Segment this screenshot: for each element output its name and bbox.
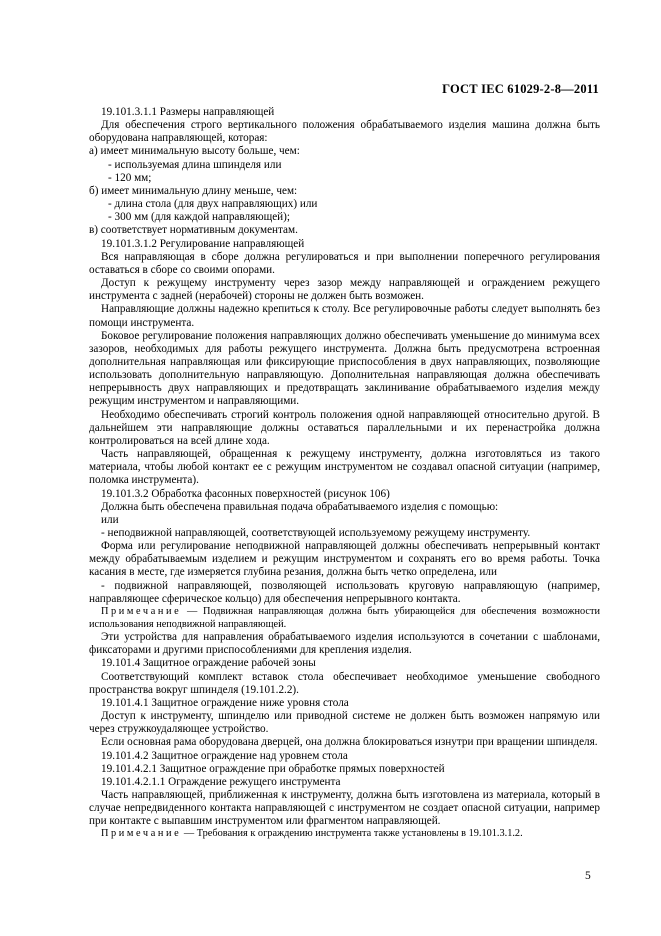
page-number: 5 [585,870,591,882]
section-heading: 19.101.3.2 Обработка фасонных поверхностей (рисунок 106) [101,487,390,500]
paragraph: Форма или регулирование неподвижной направляющей должны обеспечивать непрерывный контакт между обрабатываемым изделием и режущим инструментом и сохранять его во время работы. Точка касания в месте, где измеряется глубина резания, должна быть четко определена, или [89,540,600,579]
paragraph: Часть направляющей, приближенная к инструменту, должна быть изготовлена из материала, который в случае непредвиденного контакта направляющей с инструментом не создает опасной ситуации, например при контакте с выпавшим инструментом или фрагментом направляющей. [89,789,600,828]
list-item: б) имеет минимальную длину меньше, чем: [89,184,298,197]
document-header: ГОСТ IEC 61029-2-8—2011 [442,82,599,96]
list-item: в) соответствует нормативным документам. [89,224,298,237]
note-text: — Требования к ограждению инструмента также установлены в 19.101.3.1.2. [181,828,523,840]
paragraph: Соответствующий комплект вставок стола обеспечивает необходимое уменьшение свободного пространства вокруг шпинделя (19.101.2.2). [89,670,600,696]
paragraph: Направляющие должны надежно крепиться к столу. Все регулировочные работы следует выполнять без помощи инструмента. [89,303,600,329]
paragraph: Боковое регулирование положения направляющих должно обеспечивать уменьшение до минимума всех зазоров, необходимых для работы режущего инструмента. Должна быть предусмотрена встроенная дополнительная направляющая или фиксирующие приспособления в двух направляющих, позволяющие использовать дополнительную направляющую. Дополнительная направляющая должна обеспечивать непрерывность двух направляющих и предотвращать заклинивание обрабатываемого изделия между режущим инструментом и направляющими. [89,329,600,408]
list-item: - длина стола (для двух направляющих) или [108,198,318,211]
paragraph: Доступ к инструменту, шпинделю или приводной системе не должен быть возможен напрямую или через стружкоудаляющее устройство. [89,710,600,736]
section-heading: 19.101.4.2 Защитное ограждение над уровнем стола [101,749,348,762]
section-heading: 19.101.3.1.1 Размеры направляющей [101,106,275,118]
paragraph: Должна быть обеспечена правильная подача обрабатываемого изделия с помощью: [101,500,499,513]
list-item: - используемая длина шпинделя или [108,158,282,171]
document-body [89,106,600,841]
paragraph: Если основная рама оборудована дверцей, она должна блокироваться изнутри при вращении шпинделя. [101,736,598,749]
list-item: а) имеет минимальную высоту больше, чем: [89,145,300,158]
paragraph: Для обеспечения строго вертикального положения обрабатываемого изделия машина должна быть оборудована направляющей, которая: [89,119,600,145]
section-heading: 19.101.4.1 Защитное ограждение ниже уровня стола [101,696,349,709]
note-text: — Подвижная направляющая должна быть убирающейся для обеспечения возможности использования неподвижной направляющей. [89,605,600,630]
list-item: - подвижной направляющей, позволяющей использовать круговую направляющую (например, направляющее сферическое кольцо) для обеспечения непрерывного контакта. [89,579,600,605]
paragraph: Вся направляющая в сборе должна регулироваться и при выполнении поперечного регулирования оставаться в сборе со своими опорами. [89,250,600,276]
note [89,606,600,631]
note [89,828,600,841]
list-item: - неподвижной направляющей, соответствующей используемому режущему инструменту. [101,527,531,539]
paragraph: Доступ к режущему инструменту через зазор между направляющей и ограждением режущего инструмента с задней (нерабочей) стороны не должен быть возможен. [89,277,600,303]
note-label: Примечание [101,828,182,840]
paragraph: Эти устройства для направления обрабатываемого изделия используются в сочетании с шаблонами, фиксаторами и другими приспособлениями для крепления изделия. [89,631,600,657]
note-label: Примечание [101,605,182,617]
section-heading: 19.101.4.2.1.1 Ограждение режущего инструмента [101,775,341,788]
section-heading: 19.101.4 Защитное ограждение рабочей зоны [101,657,316,670]
list-item: - 120 мм; [108,171,152,184]
list-item: - 300 мм (для каждой направляющей); [108,211,291,224]
paragraph: Часть направляющей, обращенная к режущему инструменту, должна изготовляться из такого материала, чтобы любой контакт ее с режущим инструментом не создавал опасной ситуации (например, поломка инструмента). [89,448,600,487]
paragraph: или [101,513,119,526]
section-heading: 19.101.3.1.2 Регулирование направляющей [101,237,305,250]
section-heading: 19.101.4.2.1 Защитное ограждение при обработке прямых поверхностей [101,762,445,775]
paragraph: Необходимо обеспечивать строгий контроль положения одной направляющей относительно другой. В дальнейшем эти направляющие должны оставаться параллельными и их перенастройка должна контролироваться на всей длине хода. [89,408,600,447]
